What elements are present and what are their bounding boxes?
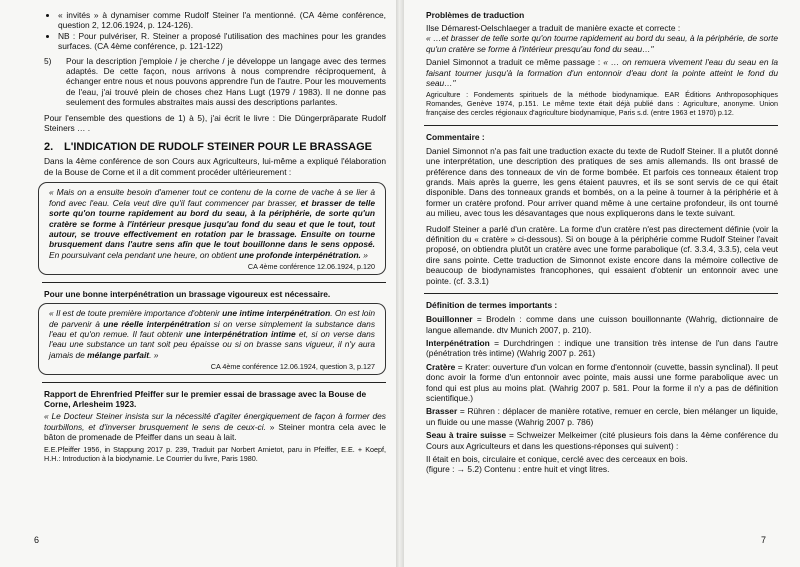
paragraph: Il était en bois, circulaire et conique, cerclé avec des cerceaux en bois. <box>426 453 688 464</box>
page-number: 6 <box>34 535 40 545</box>
paragraph: Rudolf Steiner a parlé d'un cratère. La forme d'un cratère n'est pas directement définie (voir la définition du « cratère » ci-dessous). Si on bouge à la périphérie comme Rudolf Steiner l'avait proposé, on obtiendra plutôt un cratère avec une forme parabolique (cf. 3.3.4, 3.3.5), cela veut dire sans pointe. Cette traduction de Simonnot existe encore dans la mémoire collective de beaucoup de biodynamistes francophones, qui essaient d'obtenir un entonnoir avec une pointe. (cf. 3.3.1) <box>426 223 778 286</box>
subheading: Rapport de Ehrenfried Pfeiffer sur le premier essai de brassage avec la Bouse de Corne, Arlesheim 1923. <box>44 389 367 410</box>
definition <box>426 314 778 335</box>
definition-term: Brasser <box>426 406 458 417</box>
quote-part: En poursuivant cela pendant une heure, on obtient <box>49 249 239 260</box>
definition-text: = Durchdringen : indique une transition très intense de l'un dans l'autre (pénétration très intime) (Wahrig 2007 p. 261) <box>426 337 778 359</box>
definition <box>426 338 778 359</box>
definition-term: Interpénétration <box>426 337 490 348</box>
definition-text: = Rühren : déplacer de manière rotative, remuer en cercle, bien mélanger un liquide, un fluide ou une masse (Wahrig 2007 p. 786) <box>426 406 778 427</box>
section-title: Définition de termes importants : <box>426 300 558 311</box>
quote-emphasis: une profonde interpénétration. <box>238 249 361 260</box>
pfeiffer-reference: E.E.Pfeiffer 1956, in Stappung 2017 p. 239, Traduit par Norbert Arnietot, paru in Pfeiffer, E.E. + Koepf, H.H.: Introduction à la biodynamie. Le Courrier du livre, Paris 1980. <box>44 445 386 464</box>
quote-box-1 <box>38 182 386 275</box>
section-number: 2. <box>44 141 54 154</box>
definition <box>426 430 778 451</box>
quote-emphasis: mélange parfait <box>87 349 150 360</box>
quote-part: si on verse simplement la substance dans l'eau et qu'on remue. Il faut obtenir <box>49 318 376 339</box>
quote-part: . » <box>149 349 159 360</box>
text-part: Daniel Simonnot a traduit ce même passage : <box>426 57 604 68</box>
item-text: Pour la description j'emploie / je cherche / je développe un langage avec des termes adaptés. De cette façon, nous arrivons à nous comprendre réciproquement, à échanger entre nous et nous pouvons apprendre l'un de l'autre. Pour les mouvements de l'eau, j'ai trouvé plein de choses chez Hans Lugt (1979 / 1983). Il ne donne pas seulement des formules abstraites mais aussi des descriptions parlantes. <box>66 55 386 108</box>
definition-term: Seau à traire suisse <box>426 430 507 441</box>
quote-emphasis: et brasser de telle sorte qu'on tourne rapidement au bord du seau, à la périphérie, de sorte qu'un cratère se forme à l'intérieur presque jusqu'au fond du seau et que le tout, tout autour, se trouve effectivement en rotation par le brassage. Ensuite on tourne brusquement dans l'autre sens afin que le tout bouillonne dans le sens opposé. <box>49 197 375 250</box>
bullet-list <box>44 10 386 52</box>
paragraph: (figure : → 5.2) Contenu : entre huit et vingt litres. <box>426 464 610 475</box>
page-number: 7 <box>760 535 766 545</box>
reference-note: Agriculture : Fondements spirituels de la méthode biodynamique. EAR Éditions Anthroposophiques Romandes, Genève 1974, p.151. Le même texte était déjà publié dans : Agriculture, anonyme. Union française des cercles régionaux d'agriculture biodynamique, Paris s.d. (entre 1963 et 1970) p.12. <box>426 90 778 118</box>
quote-part: « Mais on a ensuite besoin d'amener tout ce contenu de la corne de vache à se lier à fond avec l'eau. Cela veut dire qu'il faut commencer par brasser, <box>49 187 375 208</box>
divider <box>42 382 386 383</box>
definition-term: Cratère <box>426 361 456 372</box>
item-number: 5) <box>44 55 52 66</box>
section-title: L'INDICATION DE RUDOLF STEINER POUR LE BRASSAGE <box>64 141 372 154</box>
numbered-item-5 <box>44 56 386 108</box>
quote-text: « …et brasser de telle sorte qu'on tourne rapidement au bord du seau, à la périphérie, de sorte qu'un cratère se forme à l'intérieur presqu'au fond du seau…" <box>426 33 778 54</box>
section-title: Problèmes de traduction <box>426 10 525 20</box>
quote-box-2 <box>38 303 386 375</box>
pfeiffer-quote <box>44 411 386 442</box>
bullet-item: • « invités » à dynamiser comme Rudolf Steiner l'a mentionné. (CA 4ème conférence, question 2, 12.06.1924, p. 124-126). <box>58 10 386 31</box>
quote-emphasis: une réelle interpénétration <box>103 318 211 329</box>
paragraph: Ilse Démarest-Oelschlaeger a traduit de manière exacte et correcte : <box>426 23 681 33</box>
definition <box>426 406 778 427</box>
paragraph: Pour l'ensemble des questions de 1) à 5), j'ai écrit le livre : Die Düngerpräparate Rudolf Steiners … . <box>44 112 386 134</box>
quote-text <box>49 308 375 360</box>
quote-part: « Le Docteur Steiner insista sur la nécessité d'agiter énergiquement de façon à former des tourbillons, et d'inverser brusquement le sens de ceux-ci. <box>44 411 386 432</box>
quote-part: » <box>360 249 368 260</box>
quote-reference: CA 4ème conférence 12.06.1924, p.120 <box>247 262 375 272</box>
paragraph <box>426 57 778 88</box>
section-heading <box>44 141 386 153</box>
quote-part: et, si on verse dans l'eau une substance un tant soit peu épaisse ou si on brasse sans vigueur, il n'y aura jamais de <box>49 328 375 360</box>
divider <box>42 282 386 283</box>
quote-emphasis: une interpénétration intime <box>185 328 296 339</box>
quote-part: « Il est de toute première importance d'obtenir <box>49 308 223 319</box>
right-page <box>400 0 800 567</box>
definition-text: = Schweizer Melkeimer (cité plusieurs fois dans la 4ème conférence du Cours aux Agriculteurs et dans les questions-réponses qui suivent) : <box>426 430 778 451</box>
subheading: Pour une bonne interpénétration un brassage vigoureux est nécessaire. <box>44 289 331 300</box>
definition-term: Bouillonner <box>426 314 473 325</box>
section-title: Commentaire : <box>426 131 485 142</box>
quote-emphasis: une intime interpénétration <box>222 308 331 319</box>
definition <box>426 362 778 404</box>
divider <box>424 125 778 126</box>
quote-part: . On est loin de parvenir à <box>49 308 375 329</box>
section-intro: Dans la 4ème conférence de son Cours aux Agriculteurs, lui-même a expliqué l'élaboration de la Bouse de Corne et il a dit comment procéder ultérieurement : <box>44 156 386 177</box>
quote-part: » Steiner montra cela avec le bâton de promenade de Pfeiffer dans un seau à lait. <box>44 421 386 442</box>
paragraph: Daniel Simonnot n'a pas fait une traduction exacte du texte de Rudolf Steiner. Il a plutôt donné une interprétation, une description des pratiques de ses amis allemands. Ils ont brassé de préférence dans des tonneaux de vin de forme bombée. Et parfois ces tonneaux étaient trop grands. Mais après la guerre, les gens étaient pauvres, et ils se sont servis de ce qui était disponible. Dans des tonneaux grands et bombés, on a la peine à tourner à la périphérie et à former un cratère profond. Pour arriver quand même à une certaine profondeur, ils ont tourné au milieu, avec tous les désavantages que nous expliquerons dans le texte suivant. <box>426 145 778 219</box>
definition-text: = Krater: ouverture d'un volcan en forme d'entonnoir (cuvette, bassin synclinal). Il peut donc avoir la forme d'un entonnoir avec pointe, mais aussi une forme parabolique avec un fond qui est plus au moins plat. (Wahrig 2007 p. 581. Pour la forme il n'y a pas de définition scientifique.) <box>426 361 778 403</box>
quote-reference: CA 4ème conférence 12.06.1924, question 3, p.127 <box>210 362 375 372</box>
quote-part: « … on remuera vivement l'eau du seau en la faisant tourner jusqu'à la formation d'un entonnoir d'eau dont la pointe atteint le fond du seau…" <box>426 57 778 89</box>
bullet-item: • NB : Pour pulvériser, R. Steiner a proposé l'utilisation des machines pour les grandes surfaces. (CA 4ème conférence, p. 121-122) <box>58 31 386 52</box>
definition-text: = Brodeln : comme dans une cuisson bouillonnante (Wahrig, dictionnaire de langue allemande. dtv Munich 2007, p. 210). <box>426 314 778 335</box>
divider <box>424 293 778 294</box>
quote-text <box>49 187 375 260</box>
